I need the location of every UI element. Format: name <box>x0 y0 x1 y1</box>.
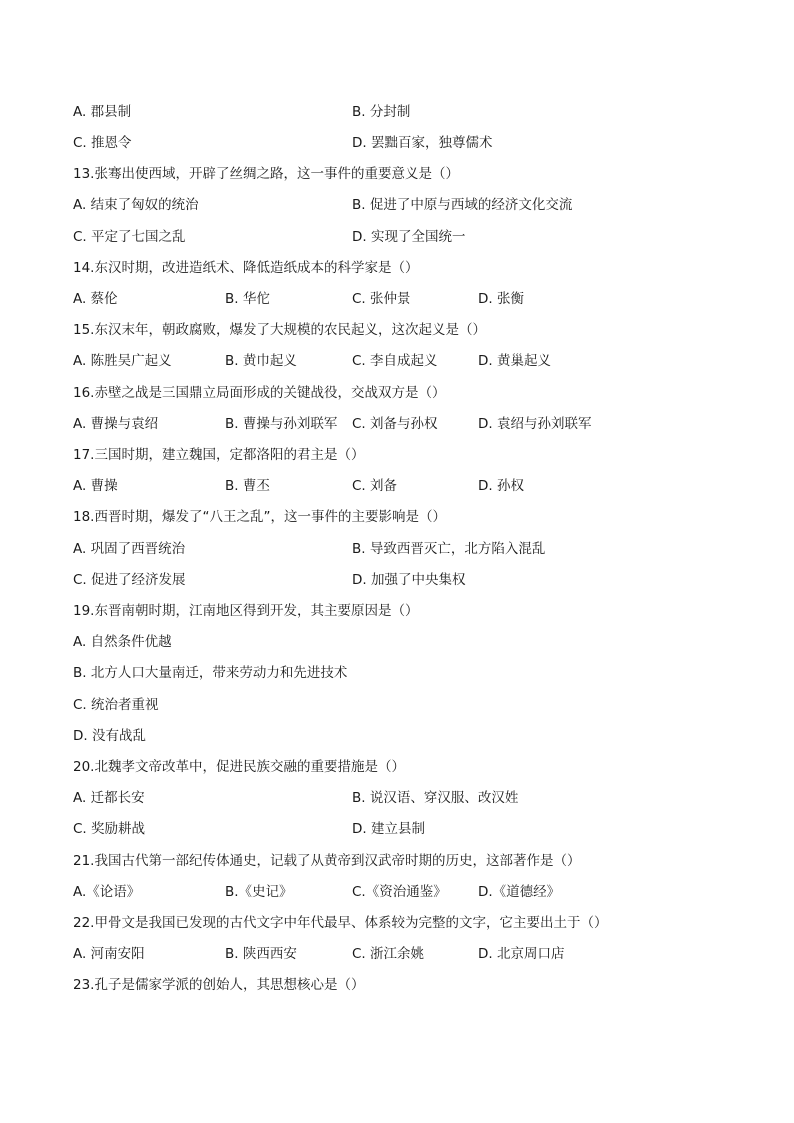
q21-option-c[interactable]: C.《资治通鉴》 <box>352 884 447 900</box>
q20-option-a[interactable]: A. 迁都长安 <box>73 790 145 806</box>
q20-option-b[interactable]: B. 说汉语、穿汉服、改汉姓 <box>352 790 519 806</box>
q14-option-c[interactable]: C. 张仲景 <box>352 291 411 307</box>
q17-option-d[interactable]: D. 孙权 <box>478 478 524 494</box>
q18-option-c[interactable]: C. 促进了经济发展 <box>73 572 186 588</box>
q22-option-b[interactable]: B. 陕西西安 <box>225 946 297 962</box>
q19-option-a[interactable]: A. 自然条件优越 <box>73 634 172 650</box>
q18-option-d[interactable]: D. 加强了中央集权 <box>352 572 466 588</box>
q13-option-d[interactable]: D. 实现了全国统一 <box>352 229 466 245</box>
q21-option-a[interactable]: A.《论语》 <box>73 884 141 900</box>
q22-option-c[interactable]: C. 浙江余姚 <box>352 946 425 962</box>
q23-stem: 23.孔子是儒家学派的创始人，其思想核心是（） <box>73 977 365 993</box>
q18-option-b[interactable]: B. 导致西晋灭亡，北方陷入混乱 <box>352 541 546 557</box>
q20-option-d[interactable]: D. 建立县制 <box>352 821 425 837</box>
q15-stem: 15.东汉末年，朝政腐败，爆发了大规模的农民起义，这次起义是（） <box>73 322 486 338</box>
q13-option-a[interactable]: A. 结束了匈奴的统治 <box>73 197 199 213</box>
q14-option-d[interactable]: D. 张衡 <box>478 291 524 307</box>
q17-option-a[interactable]: A. 曹操 <box>73 478 118 494</box>
q19-option-d[interactable]: D. 没有战乱 <box>73 728 146 744</box>
q21-option-b[interactable]: B.《史记》 <box>225 884 293 900</box>
q22-option-d[interactable]: D. 北京周口店 <box>478 946 565 962</box>
q21-option-d[interactable]: D.《道德经》 <box>478 884 561 900</box>
q16-option-b[interactable]: B. 曹操与孙刘联军 <box>225 416 338 432</box>
q14-option-a[interactable]: A. 蔡伦 <box>73 291 118 307</box>
q12-option-b[interactable]: B. 分封制 <box>352 104 411 120</box>
q14-stem: 14.东汉时期，改进造纸术、降低造纸成本的科学家是（） <box>73 260 419 276</box>
q12-option-a[interactable]: A. 郡县制 <box>73 104 132 120</box>
q16-option-d[interactable]: D. 袁绍与孙刘联军 <box>478 416 592 432</box>
q12-option-c[interactable]: C. 推恩令 <box>73 135 132 151</box>
q12-option-d[interactable]: D. 罢黜百家，独尊儒术 <box>352 135 493 151</box>
q17-stem: 17.三国时期，建立魏国，定都洛阳的君主是（） <box>73 447 365 463</box>
q13-option-c[interactable]: C. 平定了七国之乱 <box>73 229 186 245</box>
q14-option-b[interactable]: B. 华佗 <box>225 291 270 307</box>
q15-option-c[interactable]: C. 李自成起义 <box>352 353 438 369</box>
q17-option-b[interactable]: B. 曹丕 <box>225 478 270 494</box>
q16-stem: 16.赤壁之战是三国鼎立局面形成的关键战役，交战双方是（） <box>73 385 446 401</box>
q19-option-b[interactable]: B. 北方人口大量南迁，带来劳动力和先进技术 <box>73 665 348 681</box>
q15-option-a[interactable]: A. 陈胜吴广起义 <box>73 353 172 369</box>
q19-option-c[interactable]: C. 统治者重视 <box>73 697 159 713</box>
q21-stem: 21.我国古代第一部纪传体通史，记载了从黄帝到汉武帝时期的历史，这部著作是（） <box>73 853 581 869</box>
q19-stem: 19.东晋南朝时期，江南地区得到开发，其主要原因是（） <box>73 603 419 619</box>
q16-option-a[interactable]: A. 曹操与袁绍 <box>73 416 159 432</box>
q22-stem: 22.甲骨文是我国已发现的古代文字中年代最早、体系较为完整的文字，它主要出土于（） <box>73 915 608 931</box>
q22-option-a[interactable]: A. 河南安阳 <box>73 946 145 962</box>
q20-option-c[interactable]: C. 奖励耕战 <box>73 821 146 837</box>
q13-stem: 13.张骞出使西域，开辟了丝绸之路，这一事件的重要意义是（） <box>73 166 459 182</box>
q15-option-b[interactable]: B. 黄巾起义 <box>225 353 297 369</box>
q17-option-c[interactable]: C. 刘备 <box>352 478 398 494</box>
q20-stem: 20.北魏孝文帝改革中，促进民族交融的重要措施是（） <box>73 759 405 775</box>
q15-option-d[interactable]: D. 黄巢起义 <box>478 353 551 369</box>
q18-stem: 18.西晋时期，爆发了“八王之乱”，这一事件的主要影响是（） <box>73 509 446 525</box>
q18-option-a[interactable]: A. 巩固了西晋统治 <box>73 541 186 557</box>
q16-option-c[interactable]: C. 刘备与孙权 <box>352 416 438 432</box>
q13-option-b[interactable]: B. 促进了中原与西域的经济文化交流 <box>352 197 573 213</box>
